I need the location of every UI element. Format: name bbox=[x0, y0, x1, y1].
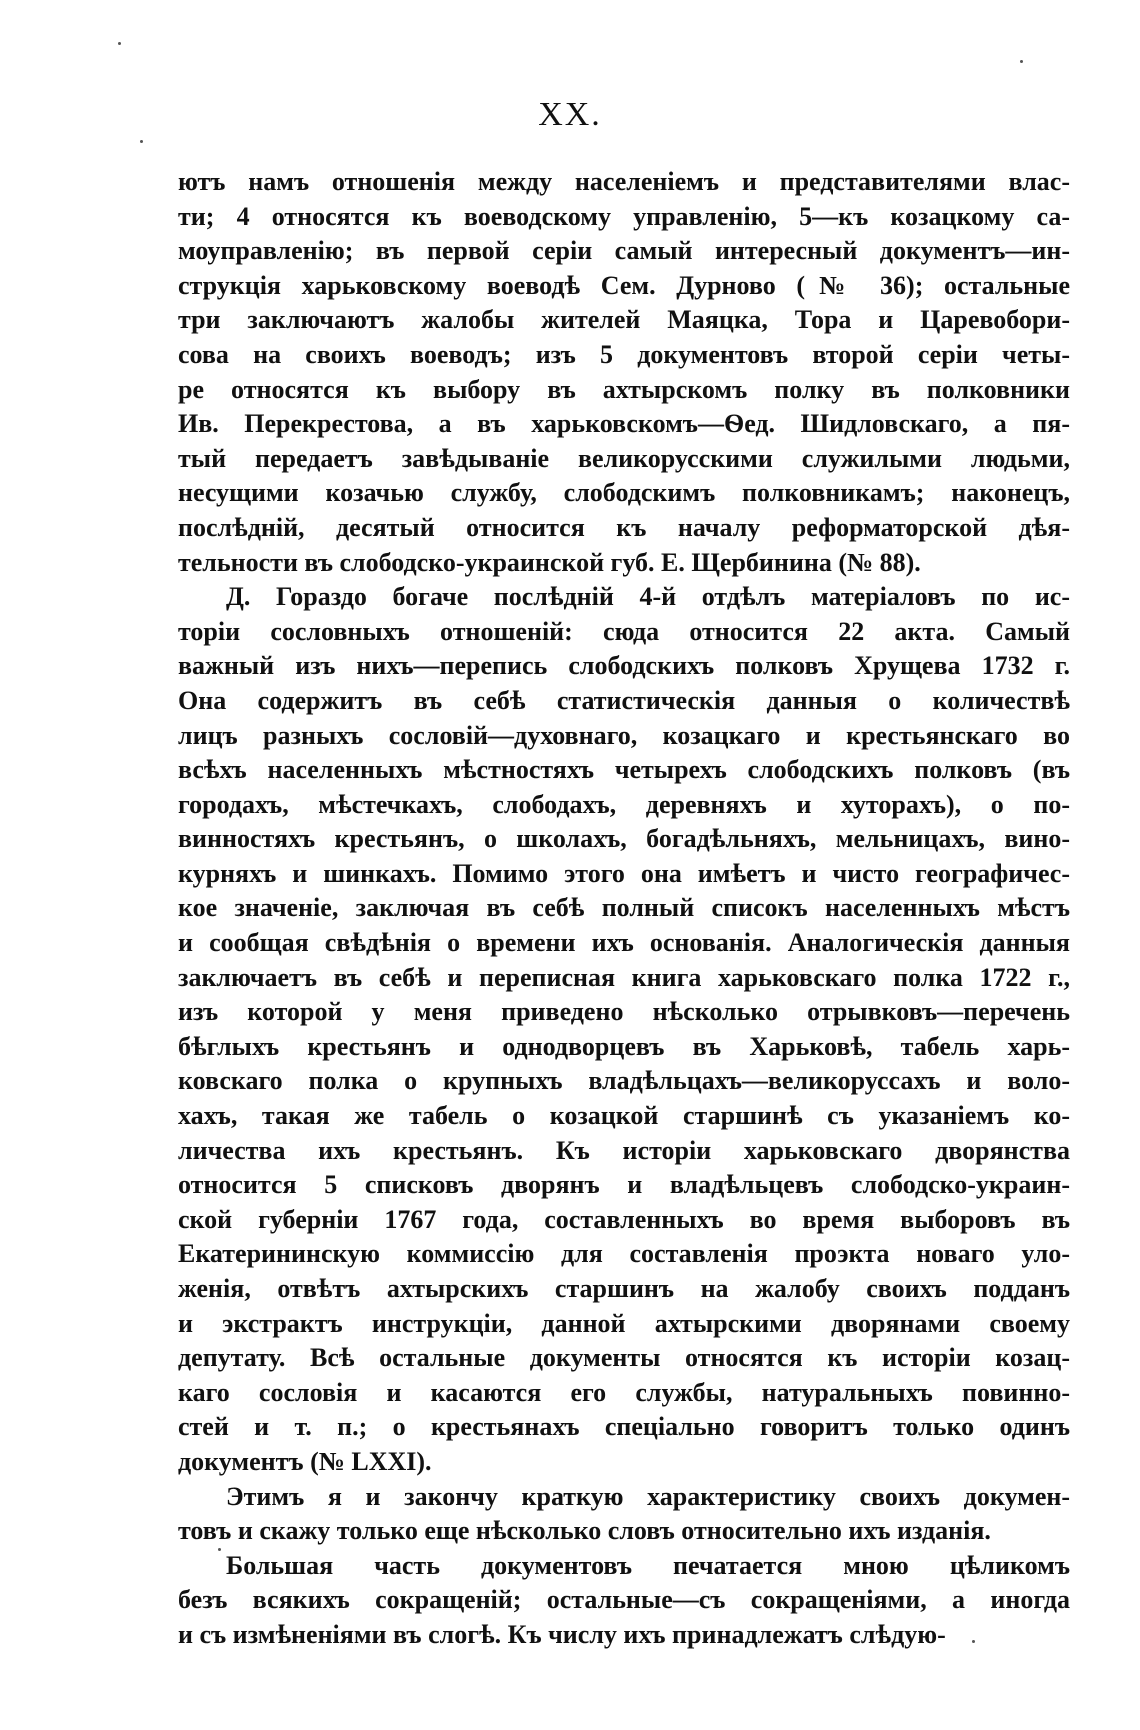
text-line: относится 5 списковъ дворянъ и владѣльцевъ слободско-украин- bbox=[178, 1170, 1070, 1200]
text-line: Она содержитъ въ себѣ статистическія данныя о количествѣ bbox=[178, 685, 1070, 715]
text-line: лицъ разныхъ сословій—духовнаго, козацкаго и крестьянскаго во bbox=[178, 720, 1070, 750]
paragraph bbox=[178, 165, 1070, 580]
scan-speck bbox=[218, 1548, 221, 1551]
paragraph bbox=[178, 580, 1070, 1479]
text-line: сова на своихъ воеводъ; изъ 5 документовъ второй серіи четы- bbox=[178, 339, 1070, 369]
text-line: тый передаетъ завѣдываніе великорусскими служилыми людьми, bbox=[178, 443, 1070, 473]
text-line: важный изъ нихъ—перепись слободскихъ полковъ Хрущева 1732 г. bbox=[178, 651, 1070, 681]
text-line: послѣдній, десятый относится къ началу реформаторской дѣя- bbox=[178, 512, 1070, 542]
body-text bbox=[178, 165, 1070, 1653]
text-line: и сообщая свѣдѣнія о времени ихъ основанія. Аналогическія данныя bbox=[178, 928, 1070, 958]
text-line: женія, отвѣтъ ахтырскихъ старшинъ на жалобу своихъ подданъ bbox=[178, 1274, 1070, 1303]
text-line: курняхъ и шинкахъ. Помимо этого она имѣетъ и чисто географичес- bbox=[178, 858, 1070, 888]
scan-speck bbox=[1020, 60, 1023, 63]
paragraph bbox=[178, 1549, 1070, 1653]
text-line: и съ измѣненіями въ слогѣ. Къ числу ихъ принадлежатъ слѣдую- bbox=[178, 1619, 946, 1649]
text-line: торіи сословныхъ отношеній: сюда относится 22 акта. Самый bbox=[178, 616, 1070, 646]
text-line: хахъ, такая же табель о козацкой старшинѣ съ указаніемъ ко- bbox=[178, 1101, 1070, 1131]
text-line: депутату. Всѣ остальные документы относятся къ исторіи козац- bbox=[178, 1343, 1070, 1373]
text-line: моуправленію; въ первой серіи самый интересный документъ—ин- bbox=[178, 236, 1070, 266]
text-line: всѣхъ населенныхъ мѣстностяхъ четырехъ слободскихъ полковъ (въ bbox=[178, 755, 1070, 785]
scan-speck bbox=[972, 1640, 975, 1643]
text-line: Екатерининскую коммиссію для составленія проэкта новаго уло- bbox=[178, 1239, 1070, 1269]
text-line: ре относятся къ выбору въ ахтырскомъ полку въ полковники bbox=[178, 374, 1070, 404]
page-number: XX. bbox=[538, 96, 602, 133]
text-line: товъ и скажу только еще нѣсколько словъ относительно ихъ изданія. bbox=[178, 1516, 991, 1546]
text-line: стей и т. п.; о крестьянахъ спеціально говоритъ только одинъ bbox=[178, 1412, 1070, 1442]
text-line: документъ (№ LXXI). bbox=[178, 1446, 432, 1476]
text-line: Этимъ я и закончу краткую характеристику своихъ докумен- bbox=[226, 1481, 1070, 1511]
text-line: городахъ, мѣстечкахъ, слободахъ, деревняхъ и хуторахъ), о по- bbox=[178, 789, 1070, 819]
text-line: заключаетъ въ себѣ и переписная книга харьковскаго полка 1722 г., bbox=[178, 962, 1070, 992]
text-line: личества ихъ крестьянъ. Къ исторіи харьковскаго дворянства bbox=[178, 1135, 1070, 1165]
paragraph bbox=[178, 1480, 1070, 1549]
text-line: струкція харьковскому воеводѣ Сем. Дурново (№ 36); остальные bbox=[178, 270, 1070, 300]
text-line: и экстрактъ инструкціи, данной ахтырскими дворянами своему bbox=[178, 1308, 1070, 1338]
scan-speck bbox=[118, 42, 121, 45]
text-line: кое значеніе, заключая въ себѣ полный списокъ населенныхъ мѣстъ bbox=[178, 893, 1070, 923]
text-line: ковскаго полка о крупныхъ владѣльцахъ—великоруссахъ и воло- bbox=[178, 1066, 1070, 1096]
text-line: Д. Гораздо богаче послѣдній 4-й отдѣлъ матеріаловъ по ис- bbox=[226, 582, 1070, 612]
text-line: изъ которой у меня приведено нѣсколько отрывковъ—перечень bbox=[178, 997, 1070, 1027]
text-line: три заключаютъ жалобы жителей Маяцка, Тора и Царевобори- bbox=[178, 305, 1070, 335]
text-line: ютъ намъ отношенія между населеніемъ и представителями влас- bbox=[178, 167, 1070, 196]
text-line: бѣглыхъ крестьянъ и однодворцевъ въ Харьковѣ, табель харь- bbox=[178, 1031, 1070, 1061]
text-line: тельности въ слободско-украинской губ. Е. Щербинина (№ 88). bbox=[178, 547, 921, 577]
text-line: винностяхъ крестьянъ, о школахъ, богадѣльняхъ, мельницахъ, вино- bbox=[178, 824, 1070, 854]
text-line: Ив. Перекрестова, а въ харьковскомъ—Ѳед. Шидловскаго, а пя- bbox=[178, 409, 1070, 439]
text-line: несущими козачью службу, слободскимъ полковникамъ; наконецъ, bbox=[178, 478, 1070, 508]
text-line: Большая часть документовъ печатается мною цѣликомъ bbox=[226, 1550, 1070, 1580]
text-line: каго сословія и касаются его службы, натуральныхъ повинно- bbox=[178, 1377, 1070, 1407]
text-line: ской губерніи 1767 года, составленныхъ во время выборовъ въ bbox=[178, 1204, 1070, 1234]
text-line: безъ всякихъ сокращеній; остальные—съ сокращеніями, а иногда bbox=[178, 1585, 1070, 1615]
scan-speck bbox=[140, 140, 143, 143]
text-line: ти; 4 относятся къ воеводскому управленію, 5—къ козацкому са- bbox=[178, 201, 1070, 231]
